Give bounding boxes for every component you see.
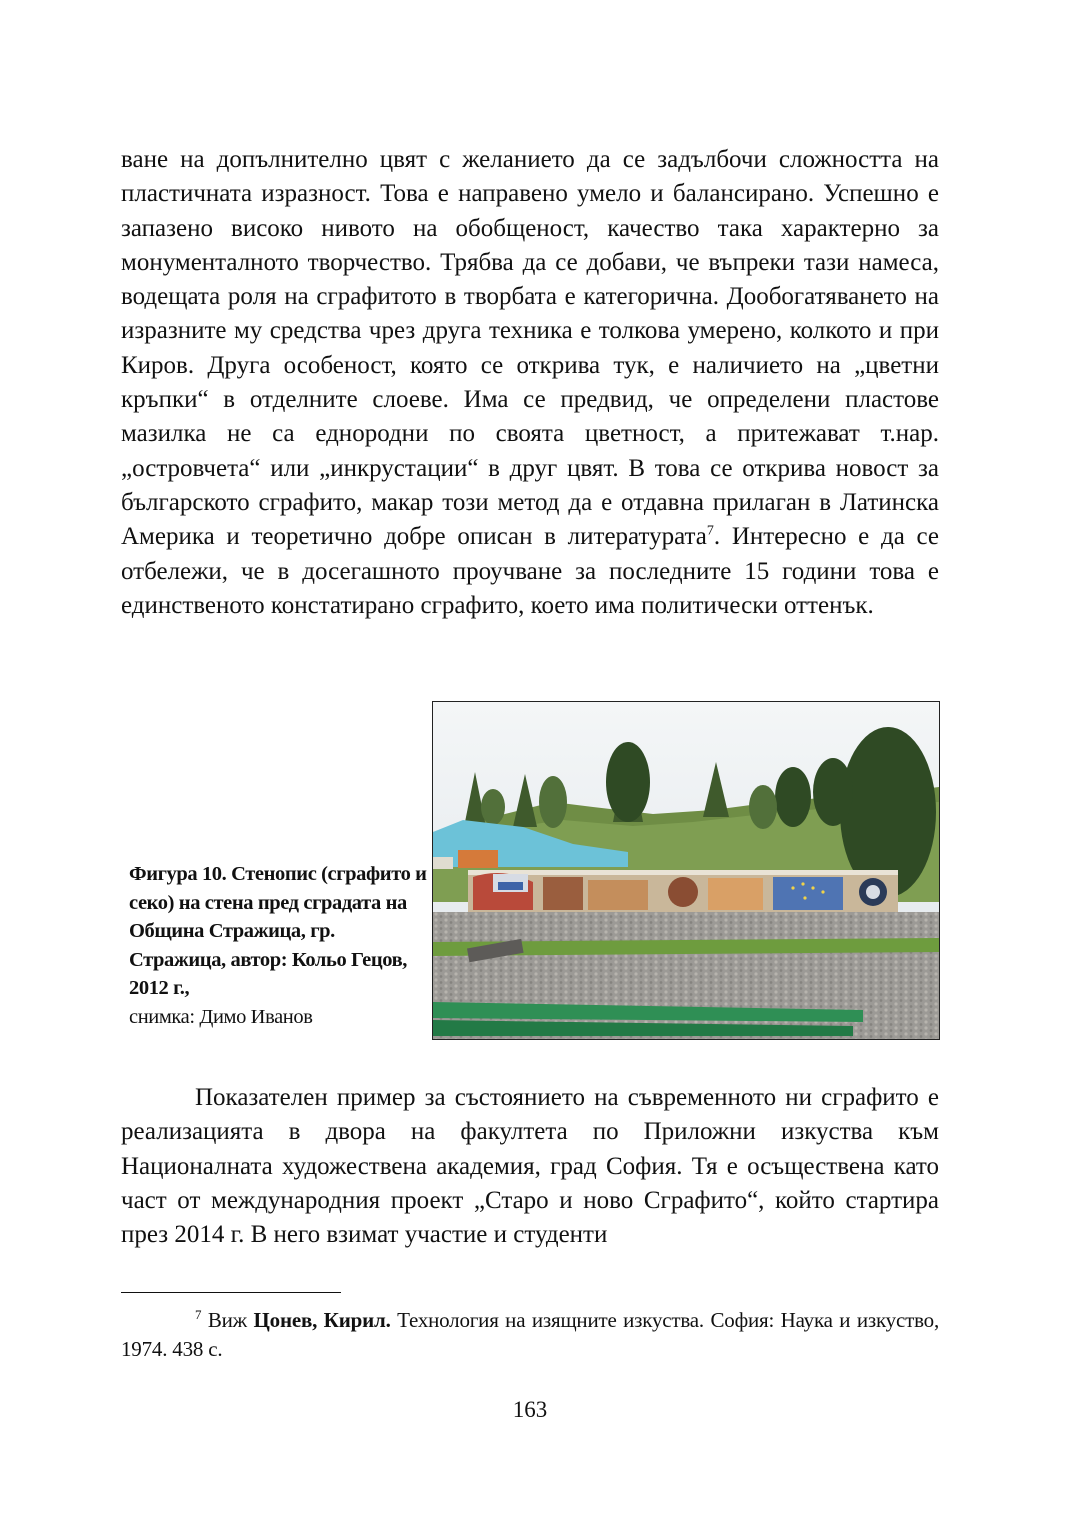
figure-photo xyxy=(432,701,940,1040)
footnote-citation: Технология на изящните изкуства. София: Наука и изкуство, 1974. 438 с. xyxy=(121,1308,939,1361)
figure-caption xyxy=(129,860,429,1032)
body-paragraph-1 xyxy=(121,143,939,623)
page-number: 163 xyxy=(512,1397,548,1422)
figure-caption-credit: снимка: Димо Иванов xyxy=(129,1005,313,1028)
footnote-number: 7 xyxy=(195,1307,202,1322)
footnote-prefix: Виж xyxy=(201,1308,254,1332)
footnote-author: Цонев, Кирил. xyxy=(253,1308,391,1332)
mural-photo-illustration xyxy=(433,702,939,1039)
footnote-reference-7[interactable]: 7 xyxy=(706,523,714,539)
footnote-separator xyxy=(121,1292,341,1293)
body-paragraph-2 xyxy=(121,1081,939,1252)
paragraph-1-text: ване на допълнително цвят с желанието да се задълбочи сложността на пластичната изразност. Това е направено умело и балансирано. Успешно е запазено високо нивото на обобщеност, качество така характерно за монументалното творчество. Трябва да се добави, че въпреки тази намеса, водещата роля на сграфитото в творбата е категорична. Дообогатяването на изразните му средства чрез друга техника е толкова умерено, колкото и при Киров. Друга особеност, която се открива тук, е наличието на „цветни кръпки“ в отделните слоеве. Има се предвид, че определени пластове мазилка не са еднородни по своята цветност, а притежават т.нар. „островчета“ или „инкрустации“ в друг цвят. В това се открива новост за българското сграфито, макар този метод да е отдавна прилаган в Латинска Америка и теоретично добре описан в литературата xyxy=(121,146,939,551)
figure-caption-title: Фигура 10. Стенопис (сграфито и секо) на стена пред сградата на Община Стражица, гр. Стражица, автор: Кольо Гецов, 2012 г., xyxy=(129,863,427,1000)
paragraph-2-text: Показателен пример за състоянието на съвременното ни сграфито е реализацията в двора на факултета по Приложни изкуства към Националната художествена академия, град София. Тя е осъществена като част от международния проект „Старо и ново Сграфито“, който стартира през 2014 г. В него взимат участие и студенти xyxy=(121,1084,939,1249)
paragraph-1-text-continued: . Интересно е да се отбележи, че в досегашното проучване за последните 15 години това е единственото констатирано сграфито, което има политически оттенък. xyxy=(121,523,940,619)
footnote-7 xyxy=(121,1306,939,1364)
